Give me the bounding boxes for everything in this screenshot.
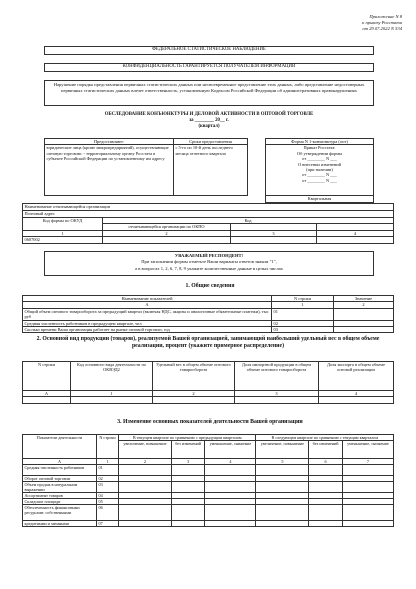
table-row xyxy=(23,465,394,476)
s3-head-current: В текущем квартале по сравнению с предыдущим кварталом xyxy=(119,435,256,441)
table-row xyxy=(23,521,394,527)
s3-row-name: Складские площади xyxy=(23,499,97,505)
s3-letter: А xyxy=(23,459,97,465)
code-head: Код xyxy=(103,218,394,224)
okpo-head: отчитывающейся организации по ОКПО xyxy=(103,224,231,230)
section1-title: 1. Общие сведения xyxy=(185,283,235,289)
providers-text: юридические лица (кроме микропредприятий), осуществляющие оптовую торговлю: - территориальному органу Росстата в субъекте Российской Федерации по установленному им адресу xyxy=(45,145,174,196)
s2-letter: 1 xyxy=(71,391,153,397)
survey-title-block xyxy=(44,112,374,136)
postal-address-field[interactable] xyxy=(23,211,394,218)
s3-subhead: без изменений xyxy=(171,441,204,459)
s3-letter: 4 xyxy=(205,459,256,465)
col-number: 2 xyxy=(103,230,231,236)
s3-letter: 2 xyxy=(119,459,172,465)
s2-head: Код основного вида деятельности по ОКВЭД2 xyxy=(71,362,153,391)
s3-letter: 5 xyxy=(256,459,309,465)
col-number: 4 xyxy=(317,230,394,236)
appendix-line: Приложение N 8 xyxy=(369,14,402,19)
s2-head: N строки xyxy=(23,362,71,391)
s1-row-num: 03 xyxy=(272,327,334,333)
s3-subhead: увеличение, повышение xyxy=(256,441,309,459)
s1-row-name: Средняя численность работников в предыдущем квартале, чел xyxy=(23,320,272,326)
respondent-line: а в вопросах 1, 2, 6, 7, 8, 9 укажите количественные данные в целых числах xyxy=(135,265,283,271)
col-number: 1 xyxy=(23,230,103,236)
survey-period-unit: (квартал) xyxy=(198,124,220,129)
s1-letter: А xyxy=(23,302,272,308)
s1-row-num: 02 xyxy=(272,320,334,326)
postal-address-label: Почтовый адрес xyxy=(24,211,55,216)
s2-letter: 4 xyxy=(319,391,394,397)
survey-period: за ________ 20__ г. xyxy=(189,118,229,123)
respondent-title: УВАЖАЕМЫЙ РЕСПОНДЕНТ! xyxy=(174,253,244,258)
s3-letter: 6 xyxy=(309,459,342,465)
s2-head: Удельный вес в общем объеме оптового товарооборота xyxy=(153,362,235,391)
s1-letter: 1 xyxy=(272,302,334,308)
s3-row-num: 01 xyxy=(97,465,119,476)
s1-row-name: Общий объем оптового товарооборота за предыдущий квартал (включая НДС, акцизы и аналогичные обязательные платежи), тыс руб xyxy=(23,308,272,320)
respondent-line: При заполнении формы отметьте Ваши варианты ответов знаком "1", xyxy=(141,259,277,265)
s1-letter: 2 xyxy=(334,302,394,308)
warning-box xyxy=(44,80,374,106)
s3-row-num: 02 xyxy=(97,476,119,482)
form-approval-block xyxy=(266,145,374,196)
s3-row-num: 05 xyxy=(97,499,119,505)
form-periodicity: Квартальная xyxy=(266,196,374,202)
s3-subhead: без изменений xyxy=(309,441,342,459)
s3-head-num: N строки xyxy=(97,435,119,459)
s1-row-value[interactable] xyxy=(334,327,394,333)
warning-text: Нарушение порядка представления первичных статистических данных или несвоевременное представление этих данных, либо представление недостоверных первичных статистических данных влечет ответственность, установленную Кодексом Российской Федерации об административных правонарушениях xyxy=(53,82,365,93)
section1-table xyxy=(22,295,394,333)
org-name-label: Наименование отчитывающейся организации xyxy=(24,204,110,209)
federal-observation-box xyxy=(44,46,374,55)
respondent-note-box xyxy=(44,251,374,276)
s3-row-num: 04 xyxy=(97,493,119,499)
s1-head-num: N строки xyxy=(272,296,334,302)
providers-table xyxy=(44,138,374,203)
okpo-code-field[interactable] xyxy=(103,237,231,243)
s3-row-name: Объем продаж в натуральном выражении xyxy=(23,482,97,493)
approval-line: О внесении изменений xyxy=(298,161,341,167)
s2-letter: А xyxy=(23,391,71,397)
s3-subhead: увеличение, повышение xyxy=(119,441,172,459)
organization-table xyxy=(22,203,394,244)
s3-subhead: уменьшение, снижение xyxy=(342,441,393,459)
s1-head-name: Наименование показателей xyxy=(23,296,272,302)
table-row xyxy=(23,482,394,493)
s3-row-num: 07 xyxy=(97,521,119,527)
s3-row-name: Оборот оптовой торговли xyxy=(23,476,97,482)
s3-letter: 7 xyxy=(342,459,393,465)
okud-head: Код формы по ОКУД xyxy=(23,218,103,231)
s1-row-name: Сколько времени Ваша организация работает на рынке оптовой торговли, год xyxy=(23,327,272,333)
s2-letter: 3 xyxy=(235,391,319,397)
s3-row-name: кредитными и заемными xyxy=(23,521,97,527)
s3-letter: 1 xyxy=(97,459,119,465)
appendix-note xyxy=(292,14,402,33)
s3-head-indicator: Показатели деятельности xyxy=(23,435,97,459)
s2-letter: 2 xyxy=(153,391,235,397)
federal-observation-title: ФЕДЕРАЛЬНОЕ СТАТИСТИЧЕСКОЕ НАБЛЮДЕНИЕ xyxy=(152,47,266,52)
form-number-head: Форма N 1-конъюнктура (опт) xyxy=(266,139,374,145)
s2-head: Доля импортной продукции в общем объеме оптового товарооборота xyxy=(235,362,319,391)
approval-line: Приказ Росстата: xyxy=(303,145,336,151)
confidentiality-box xyxy=(44,63,374,72)
s3-row-num: 06 xyxy=(97,505,119,521)
s1-row-value[interactable] xyxy=(334,308,394,320)
okud-code-value: 0607002 xyxy=(23,237,103,243)
section2-title: 2. Основной вид продукции (товаров), реализуемой Вашей организацией, занимающий наибольший удельный вес в общем объеме реализации, процент (укажите примерное распределение) xyxy=(36,336,380,349)
approval-line: (при наличии) xyxy=(306,167,333,173)
section3-table xyxy=(22,434,394,527)
providers-head: Предоставляют: xyxy=(45,139,174,145)
org-name-field[interactable] xyxy=(23,204,394,211)
approval-line: Об утверждении формы xyxy=(296,150,343,156)
col-number: 3 xyxy=(231,230,317,236)
s3-row-name: Средняя численность работников xyxy=(23,465,97,476)
s1-row-num: 01 xyxy=(272,308,334,320)
deadline-text: с 5-го по 10-й день последнего месяца отчетного квартала xyxy=(174,145,248,196)
table-row xyxy=(23,397,394,404)
confidentiality-title: КОНФИДЕНЦИАЛЬНОСТЬ ГАРАНТИРУЕТСЯ ПОЛУЧАТЕЛЕМ ИНФОРМАЦИИ xyxy=(122,64,296,69)
table-row xyxy=(23,327,394,333)
approval-line: от ________ N ___ xyxy=(302,177,337,183)
s3-subhead: уменьшение, снижение xyxy=(205,441,256,459)
section2-table xyxy=(22,361,394,404)
section3-title: 3. Изменение основных показателей деятельности Вашей организации xyxy=(117,419,303,425)
table-row xyxy=(23,308,394,320)
s3-row-name: Ассортимент товаров xyxy=(23,493,97,499)
deadline-head: Сроки предоставления xyxy=(174,139,248,145)
s2-head: Доля экспорта в общем объеме оптовой реализации xyxy=(319,362,394,391)
s1-head-value: Значение xyxy=(334,296,394,302)
approval-line: от ________ N ___ xyxy=(302,156,337,162)
appendix-line: от 29.07.2022 N 534 xyxy=(362,26,402,32)
s3-head-next: В следующем квартале по сравнению с текущим кварталом xyxy=(256,435,394,441)
s3-row-num: 03 xyxy=(97,482,119,493)
survey-title: ОБСЛЕДОВАНИЕ КОНЪЮНКТУРЫ И ДЕЛОВОЙ АКТИВНОСТИ В ОПТОВОЙ ТОРГОВЛЕ xyxy=(104,112,314,117)
table-row xyxy=(23,505,394,521)
appendix-line: к приказу Росстата xyxy=(362,20,402,26)
s3-letter: 3 xyxy=(171,459,204,465)
approval-line: от ________ N ___ xyxy=(302,172,337,178)
s3-row-name: Обеспеченность финансовыми ресурсами: собственными xyxy=(23,505,97,521)
